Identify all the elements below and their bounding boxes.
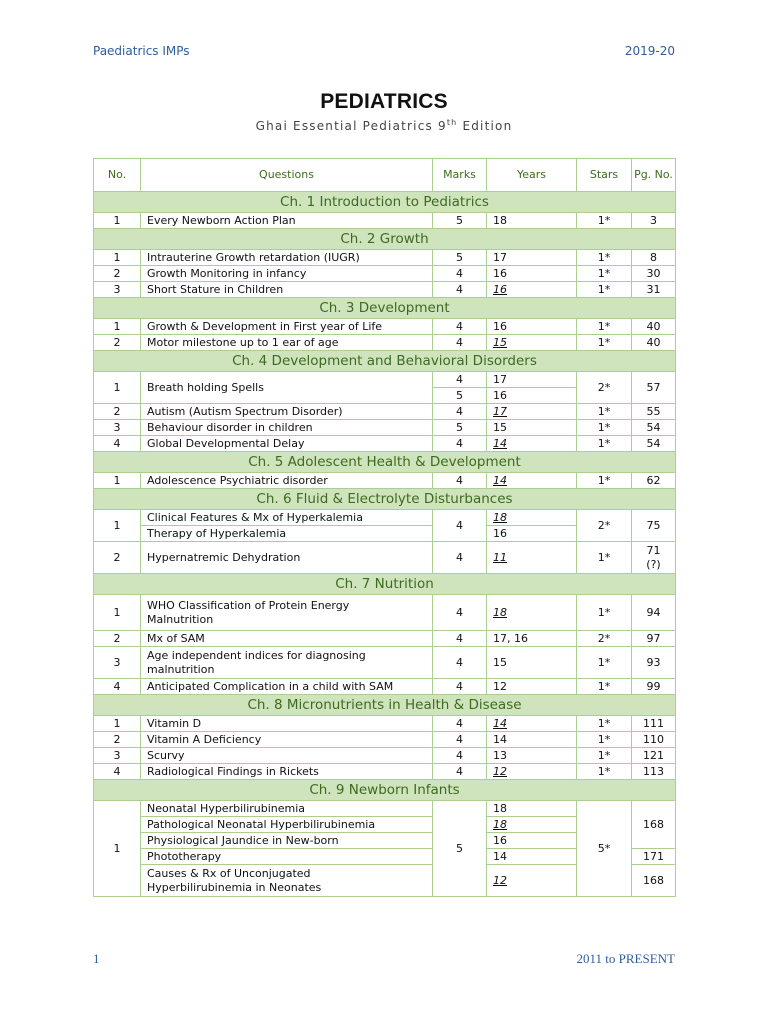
row-pg: 57 [632, 372, 676, 404]
chapter-row [94, 780, 676, 801]
row-marks: 4 [433, 595, 487, 631]
row-pg: 55 [632, 404, 676, 420]
chapter-title: Ch. 4 Development and Behavioral Disorders [94, 351, 676, 372]
row-marks: 5 [433, 801, 487, 897]
row-stars: 1* [577, 647, 632, 679]
row-years: 16 [487, 526, 577, 542]
row-question: Intrauterine Growth retardation (IUGR) [141, 250, 433, 266]
row-pg: 94 [632, 595, 676, 631]
row-stars: 1* [577, 404, 632, 420]
row-question: Scurvy [141, 748, 433, 764]
row-stars: 1* [577, 335, 632, 351]
table-row [94, 764, 676, 780]
row-question: Physiological Jaundice in New-born [141, 833, 433, 849]
table-row [94, 420, 676, 436]
row-years: 15 [487, 335, 577, 351]
row-pg: 111 [632, 716, 676, 732]
row-years: 13 [487, 748, 577, 764]
row-question: Motor milestone up to 1 ear of age [141, 335, 433, 351]
row-marks: 4 [433, 372, 487, 388]
chapter-row [94, 574, 676, 595]
row-years: 16 [487, 319, 577, 335]
table-row [94, 647, 676, 679]
row-years: 15 [487, 647, 577, 679]
header-left: Paediatrics IMPs [93, 44, 190, 58]
row-stars: 1* [577, 732, 632, 748]
table-row [94, 473, 676, 489]
row-years: 11 [487, 542, 577, 574]
row-pg: 3 [632, 213, 676, 229]
row-pg: 40 [632, 319, 676, 335]
row-stars: 1* [577, 716, 632, 732]
table-row [94, 404, 676, 420]
row-stars: 1* [577, 679, 632, 695]
row-stars: 1* [577, 250, 632, 266]
table-row [94, 631, 676, 647]
row-years: 14 [487, 473, 577, 489]
row-stars: 2* [577, 510, 632, 542]
row-years: 15 [487, 420, 577, 436]
table-row [94, 716, 676, 732]
table-row [94, 748, 676, 764]
row-no: 4 [94, 764, 141, 780]
row-question: Growth Monitoring in infancy [141, 266, 433, 282]
table-row [94, 801, 676, 817]
row-no: 4 [94, 679, 141, 695]
row-question: Breath holding Spells [141, 372, 433, 404]
row-pg: 99 [632, 679, 676, 695]
row-pg: 62 [632, 473, 676, 489]
row-pg: 54 [632, 420, 676, 436]
chapter-title: Ch. 5 Adolescent Health & Development [94, 452, 676, 473]
row-no: 1 [94, 510, 141, 542]
col-header-pg: Pg. No. [632, 159, 676, 192]
row-no: 4 [94, 436, 141, 452]
chapter-title: Ch. 3 Development [94, 298, 676, 319]
col-header-questions: Questions [141, 159, 433, 192]
row-no: 3 [94, 647, 141, 679]
row-no: 2 [94, 335, 141, 351]
row-marks: 4 [433, 542, 487, 574]
row-marks: 4 [433, 764, 487, 780]
row-no: 1 [94, 716, 141, 732]
row-no: 1 [94, 319, 141, 335]
table-row [94, 335, 676, 351]
row-question: Causes & Rx of Unconjugated Hyperbilirubinemia in Neonates [141, 865, 433, 897]
row-pg: 171 [632, 849, 676, 865]
row-years: 18 [487, 213, 577, 229]
table-header-row [94, 159, 676, 192]
row-no: 1 [94, 473, 141, 489]
row-marks: 4 [433, 631, 487, 647]
table-row [94, 282, 676, 298]
row-marks: 4 [433, 748, 487, 764]
row-stars: 1* [577, 748, 632, 764]
row-marks: 4 [433, 679, 487, 695]
row-years: 17 [487, 404, 577, 420]
row-question: Vitamin A Deficiency [141, 732, 433, 748]
row-marks: 4 [433, 473, 487, 489]
row-pg: 31 [632, 282, 676, 298]
row-pg: 75 [632, 510, 676, 542]
row-stars: 1* [577, 319, 632, 335]
table-row [94, 510, 676, 526]
row-years: 16 [487, 388, 577, 404]
row-stars: 1* [577, 436, 632, 452]
row-pg: 93 [632, 647, 676, 679]
row-years: 18 [487, 510, 577, 526]
row-no: 1 [94, 213, 141, 229]
chapter-row [94, 351, 676, 372]
table-row [94, 679, 676, 695]
row-marks: 4 [433, 436, 487, 452]
row-question: Pathological Neonatal Hyperbilirubinemia [141, 817, 433, 833]
row-question: Phototherapy [141, 849, 433, 865]
page-subtitle: Ghai Essential Pediatrics 9th Edition [255, 118, 513, 133]
row-marks: 4 [433, 647, 487, 679]
chapter-row [94, 695, 676, 716]
row-marks: 4 [433, 319, 487, 335]
row-question: Vitamin D [141, 716, 433, 732]
row-question: Every Newborn Action Plan [141, 213, 433, 229]
table-row [94, 436, 676, 452]
row-no: 2 [94, 732, 141, 748]
row-question: Short Stature in Children [141, 282, 433, 298]
row-question: Age independent indices for diagnosing malnutrition [141, 647, 433, 679]
row-stars: 1* [577, 595, 632, 631]
row-pg: 30 [632, 266, 676, 282]
row-question: Growth & Development in First year of Life [141, 319, 433, 335]
page-title: PEDIATRICS [320, 90, 448, 113]
table-row [94, 542, 676, 574]
table-row [94, 319, 676, 335]
footer-right: 2011 to PRESENT [576, 951, 675, 966]
table-row [94, 595, 676, 631]
row-question: WHO Classification of Protein Energy Malnutrition [141, 595, 433, 631]
row-no: 1 [94, 595, 141, 631]
row-question: Autism (Autism Spectrum Disorder) [141, 404, 433, 420]
row-years: 14 [487, 436, 577, 452]
row-years: 18 [487, 595, 577, 631]
row-marks: 4 [433, 716, 487, 732]
row-years: 17, 16 [487, 631, 577, 647]
col-header-years: Years [487, 159, 577, 192]
row-pg: 97 [632, 631, 676, 647]
row-stars: 2* [577, 372, 632, 404]
row-pg: 110 [632, 732, 676, 748]
row-marks: 4 [433, 282, 487, 298]
row-years: 18 [487, 801, 577, 817]
row-pg: 168 [632, 801, 676, 849]
row-pg: 168 [632, 865, 676, 897]
row-marks: 4 [433, 266, 487, 282]
table-row [94, 250, 676, 266]
row-question: Therapy of Hyperkalemia [141, 526, 433, 542]
row-stars: 1* [577, 266, 632, 282]
row-marks: 5 [433, 420, 487, 436]
row-pg: 121 [632, 748, 676, 764]
chapter-row [94, 489, 676, 510]
chapter-title: Ch. 7 Nutrition [94, 574, 676, 595]
row-stars: 1* [577, 282, 632, 298]
questions-table [93, 158, 676, 897]
row-marks: 4 [433, 510, 487, 542]
row-stars: 2* [577, 631, 632, 647]
table-row [94, 372, 676, 388]
row-pg: 71 (?) [632, 542, 676, 574]
chapter-title: Ch. 2 Growth [94, 229, 676, 250]
row-marks: 5 [433, 213, 487, 229]
row-pg: 8 [632, 250, 676, 266]
row-stars: 5* [577, 801, 632, 897]
row-pg: 54 [632, 436, 676, 452]
row-no: 2 [94, 404, 141, 420]
row-question: Anticipated Complication in a child with SAM [141, 679, 433, 695]
chapter-title: Ch. 6 Fluid & Electrolyte Disturbances [94, 489, 676, 510]
chapter-row [94, 229, 676, 250]
row-marks: 4 [433, 732, 487, 748]
table-row [94, 266, 676, 282]
col-header-stars: Stars [577, 159, 632, 192]
row-no: 2 [94, 542, 141, 574]
row-pg: 113 [632, 764, 676, 780]
row-stars: 1* [577, 764, 632, 780]
row-marks: 5 [433, 250, 487, 266]
row-years: 12 [487, 679, 577, 695]
row-stars: 1* [577, 213, 632, 229]
row-no: 1 [94, 801, 141, 897]
row-stars: 1* [577, 542, 632, 574]
row-question: Neonatal Hyperbilirubinemia [141, 801, 433, 817]
header-right: 2019-20 [624, 44, 675, 58]
col-header-no: No. [94, 159, 141, 192]
row-no: 3 [94, 420, 141, 436]
row-question: Clinical Features & Mx of Hyperkalemia [141, 510, 433, 526]
row-years: 14 [487, 849, 577, 865]
row-years: 12 [487, 764, 577, 780]
row-no: 2 [94, 631, 141, 647]
chapter-title: Ch. 9 Newborn Infants [94, 780, 676, 801]
chapter-title: Ch. 8 Micronutrients in Health & Disease [94, 695, 676, 716]
row-years: 17 [487, 372, 577, 388]
row-years: 14 [487, 732, 577, 748]
row-no: 3 [94, 282, 141, 298]
row-years: 12 [487, 865, 577, 897]
row-question: Radiological Findings in Rickets [141, 764, 433, 780]
row-years: 16 [487, 282, 577, 298]
row-marks: 4 [433, 335, 487, 351]
row-question: Behaviour disorder in children [141, 420, 433, 436]
row-marks: 5 [433, 388, 487, 404]
row-stars: 1* [577, 473, 632, 489]
row-years: 14 [487, 716, 577, 732]
chapter-row [94, 298, 676, 319]
row-no: 3 [94, 748, 141, 764]
page-number: 1 [93, 951, 100, 966]
row-stars: 1* [577, 420, 632, 436]
row-question: Hypernatremic Dehydration [141, 542, 433, 574]
chapter-row [94, 192, 676, 213]
row-marks: 4 [433, 404, 487, 420]
table-row [94, 732, 676, 748]
row-no: 1 [94, 250, 141, 266]
row-question: Adolescence Psychiatric disorder [141, 473, 433, 489]
row-years: 18 [487, 817, 577, 833]
row-years: 17 [487, 250, 577, 266]
chapter-row [94, 452, 676, 473]
table-row [94, 213, 676, 229]
row-no: 2 [94, 266, 141, 282]
row-no: 1 [94, 372, 141, 404]
row-pg: 40 [632, 335, 676, 351]
row-question: Global Developmental Delay [141, 436, 433, 452]
col-header-marks: Marks [433, 159, 487, 192]
row-years: 16 [487, 833, 577, 849]
row-years: 16 [487, 266, 577, 282]
row-question: Mx of SAM [141, 631, 433, 647]
chapter-title: Ch. 1 Introduction to Pediatrics [94, 192, 676, 213]
